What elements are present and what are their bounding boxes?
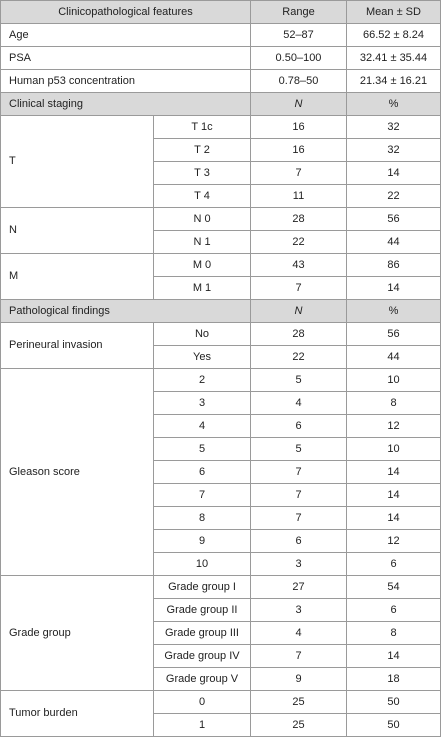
- percent-cell: 14: [347, 484, 441, 507]
- count-cell: 22: [251, 231, 347, 254]
- sub-label: 2: [154, 369, 251, 392]
- group-label: Perineural invasion: [1, 323, 154, 369]
- count-cell: 22: [251, 346, 347, 369]
- count-cell: 25: [251, 691, 347, 714]
- count-cell: 4: [251, 622, 347, 645]
- percent-cell: 12: [347, 530, 441, 553]
- sub-label: N 0: [154, 208, 251, 231]
- section-pct-header: %: [347, 93, 441, 116]
- table-row: [1, 116, 441, 139]
- sub-label: 10: [154, 553, 251, 576]
- clinical-staging-header-row: [1, 93, 441, 116]
- table-row: [1, 369, 441, 392]
- percent-cell: 10: [347, 438, 441, 461]
- section-n-header: N: [251, 93, 347, 116]
- count-cell: 7: [251, 461, 347, 484]
- percent-cell: 86: [347, 254, 441, 277]
- sub-label: T 3: [154, 162, 251, 185]
- table-row: [1, 691, 441, 714]
- percent-cell: 14: [347, 461, 441, 484]
- sub-label: 6: [154, 461, 251, 484]
- count-cell: 6: [251, 530, 347, 553]
- sub-label: Yes: [154, 346, 251, 369]
- count-cell: 5: [251, 438, 347, 461]
- count-cell: 25: [251, 714, 347, 737]
- percent-cell: 14: [347, 645, 441, 668]
- percent-cell: 14: [347, 277, 441, 300]
- row-label: Age: [1, 24, 251, 47]
- summary-row-psa: [1, 47, 441, 70]
- sub-label: 7: [154, 484, 251, 507]
- row-mean: 32.41 ± 35.44: [347, 47, 441, 70]
- percent-cell: 56: [347, 323, 441, 346]
- count-cell: 7: [251, 484, 347, 507]
- group-label: M: [1, 254, 154, 300]
- percent-cell: 50: [347, 714, 441, 737]
- count-cell: 28: [251, 323, 347, 346]
- table-row: [1, 576, 441, 599]
- percent-cell: 50: [347, 691, 441, 714]
- header-range: Range: [251, 1, 347, 24]
- table-row: [1, 323, 441, 346]
- sub-label: M 1: [154, 277, 251, 300]
- percent-cell: 10: [347, 369, 441, 392]
- percent-cell: 32: [347, 116, 441, 139]
- count-cell: 7: [251, 507, 347, 530]
- sub-label: 8: [154, 507, 251, 530]
- section-n-header: N: [251, 300, 347, 323]
- count-cell: 16: [251, 139, 347, 162]
- percent-cell: 18: [347, 668, 441, 691]
- percent-cell: 14: [347, 162, 441, 185]
- group-label: Tumor burden: [1, 691, 154, 737]
- count-cell: 11: [251, 185, 347, 208]
- section-pct-header: %: [347, 300, 441, 323]
- count-cell: 3: [251, 553, 347, 576]
- count-cell: 16: [251, 116, 347, 139]
- sub-label: Grade group I: [154, 576, 251, 599]
- count-cell: 7: [251, 645, 347, 668]
- percent-cell: 8: [347, 392, 441, 415]
- count-cell: 27: [251, 576, 347, 599]
- sub-label: 4: [154, 415, 251, 438]
- count-cell: 43: [251, 254, 347, 277]
- percent-cell: 8: [347, 622, 441, 645]
- summary-row-p53: [1, 70, 441, 93]
- section-title: Clinical staging: [1, 93, 251, 116]
- sub-label: N 1: [154, 231, 251, 254]
- row-range: 0.78–50: [251, 70, 347, 93]
- header-mean-sd: Mean ± SD: [347, 1, 441, 24]
- percent-cell: 6: [347, 599, 441, 622]
- header-feature: Clinicopathological features: [1, 1, 251, 24]
- sub-label: No: [154, 323, 251, 346]
- table-row: [1, 254, 441, 277]
- sub-label: T 2: [154, 139, 251, 162]
- row-label: PSA: [1, 47, 251, 70]
- percent-cell: 22: [347, 185, 441, 208]
- sub-label: 3: [154, 392, 251, 415]
- group-label: N: [1, 208, 154, 254]
- sub-label: 9: [154, 530, 251, 553]
- count-cell: 5: [251, 369, 347, 392]
- percent-cell: 54: [347, 576, 441, 599]
- count-cell: 6: [251, 415, 347, 438]
- percent-cell: 32: [347, 139, 441, 162]
- sub-label: M 0: [154, 254, 251, 277]
- percent-cell: 12: [347, 415, 441, 438]
- count-cell: 3: [251, 599, 347, 622]
- table-body: [1, 1, 441, 737]
- table-header-row: [1, 1, 441, 24]
- sub-label: 1: [154, 714, 251, 737]
- table-row: [1, 208, 441, 231]
- sub-label: Grade group III: [154, 622, 251, 645]
- row-range: 0.50–100: [251, 47, 347, 70]
- group-label: Grade group: [1, 576, 154, 691]
- sub-label: Grade group II: [154, 599, 251, 622]
- row-label: Human p53 concentration: [1, 70, 251, 93]
- count-cell: 7: [251, 162, 347, 185]
- summary-row-age: [1, 24, 441, 47]
- sub-label: Grade group IV: [154, 645, 251, 668]
- group-label: T: [1, 116, 154, 208]
- count-cell: 7: [251, 277, 347, 300]
- percent-cell: 56: [347, 208, 441, 231]
- row-mean: 21.34 ± 16.21: [347, 70, 441, 93]
- section-title: Pathological findings: [1, 300, 251, 323]
- pathological-findings-header-row: [1, 300, 441, 323]
- percent-cell: 6: [347, 553, 441, 576]
- sub-label: Grade group V: [154, 668, 251, 691]
- row-mean: 66.52 ± 8.24: [347, 24, 441, 47]
- sub-label: T 1c: [154, 116, 251, 139]
- row-range: 52–87: [251, 24, 347, 47]
- sub-label: 0: [154, 691, 251, 714]
- percent-cell: 14: [347, 507, 441, 530]
- percent-cell: 44: [347, 231, 441, 254]
- percent-cell: 44: [347, 346, 441, 369]
- count-cell: 9: [251, 668, 347, 691]
- group-label: Gleason score: [1, 369, 154, 576]
- count-cell: 28: [251, 208, 347, 231]
- sub-label: T 4: [154, 185, 251, 208]
- sub-label: 5: [154, 438, 251, 461]
- count-cell: 4: [251, 392, 347, 415]
